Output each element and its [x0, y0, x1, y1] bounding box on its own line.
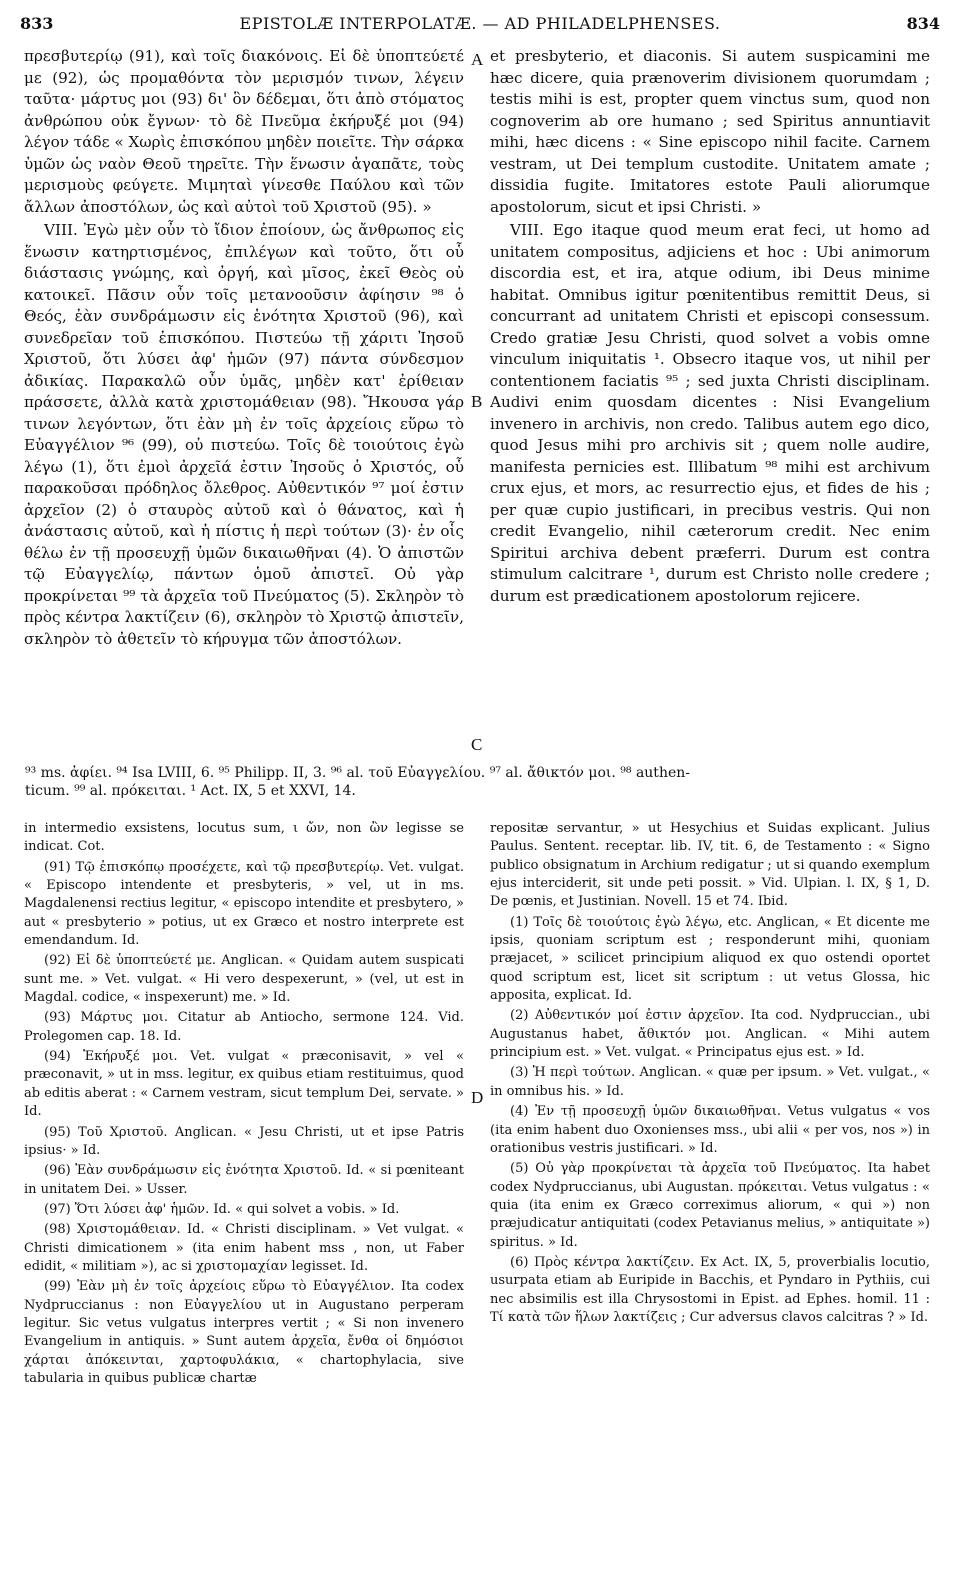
note: (6) Πρὸς κέντρα λακτίζειν. Ex Act. IX, 5, proverbialis locutio, usurpata etiam ab Euripide in Bacchis, et Pyndaro in Pythiis, cui nec absimilis est illa Chrysostomi in Epist. ad Ephes. homil. 11 : Τί κατὰ τῶν ἥλων λακτίζεις ; Cur adversus clavos calcitras ? » Id.: [490, 1254, 930, 1325]
footnote-references: [25, 764, 934, 800]
margin-letter-a: A: [471, 50, 484, 69]
greek-text-column: [24, 46, 464, 746]
latin-paragraph: VIII. Ego itaque quod meum erat feci, ut homo ad unitatem compositus, adjiciens et hoc : Ubi animorum discordia est, et ira, atque odium, ibi Deus minime habitat. Omnibus igitur pœnitentibus remittit Deus, si concurrant ad unitatem Christi et episcopi consessum. Credo gratiæ Jesu Christi, quod solvet a vobis omne vinculum iniquitatis ¹. Obsecro itaque vos, ut nihil per contentionem faciatis ⁹⁵ ; sed juxta Christi disciplinam. Audivi enim quosdam dicentes : Nisi Evangelium invenero in archivis, non credo. Talibus autem ego dico, quod Jesus mihi pro archivis sit ; quem nolle audire, manifesta pernicies est. Illibatum ⁹⁸ mihi est archivum crux ejus, et mors, ac resurrectio ejus, et fides de his ; per quæ cupio justificari, in precibus vestris. Qui non credit Evangelio, nihil cæterorum credit. Nec enim Spiritui archiva debent præferri. Durum est contra stimulum calcitrare ¹, durum est Christo nolle credere ; durum est prædicationem apostolorum rejicere.: [490, 221, 930, 605]
note: (93) Μάρτυς μοι. Citatur ab Antiocho, sermone 124. Vid. Prolegomen cap. 18. Id.: [24, 1010, 464, 1044]
note: (96) Ἐὰν συνδράμωσιν εἰς ἑνότητα Χριστοῦ. Id. « si pœniteant in unitatem Dei. » Usser.: [24, 1163, 464, 1197]
note: repositæ servantur, » ut Hesychius et Suidas explicant. Julius Paulus. Sentent. receptar. lib. IV, tit. 6, de Testamento : « Signo publico obsignatum in Archium redigatur ; ut si quando exemplum ejus interciderit, sit unde peti possit. » Vid. Ulpian. l. IX, § 1, D. De pœnis, et Justinian. Novell. 15 et 74. Ibid.: [490, 821, 930, 910]
margin-letter-c: C: [471, 735, 483, 754]
note: (95) Τοῦ Χριστοῦ. Anglican. « Jesu Christi, ut et ipse Patris ipsius· » Id.: [24, 1124, 464, 1158]
latin-paragraph: et presbyterio, et diaconis. Si autem suspicamini me hæc dicere, quia prænoverim divisionem quorumdam ; testis mihi is est, propter quem vinctus sum, quod non cognoverim ab ore humano ; sed Spiritus annuntiavit mihi, hæc dicens : « Sine episcopo nihil facite. Carnem vestram, ut Dei templum custodite. Unitatem amate ; dissidia fugite. Imitatores estote Pauli aliorumque apostolorum, sicut et ipsi Christi. »: [490, 47, 930, 216]
note: (99) Ἐὰν μὴ ἐν τοῖς ἀρχείοις εὕρω τὸ Εὐαγγέλιον. Ita codex Nydpruccianus : non Εὐαγγελίου ut in Augustano perperam legitur. Sic vetus vulgatus interpres vertit ; « Si non invenero Evangelium in antiquis. » Sunt autem ἀρχεῖα, ἔνθα οἱ δημόσιοι χάρται ἀπόκεινται, χαρτοφυλάκια, « chartophylacia, sive tabularia in quibus publicæ chartæ: [24, 1279, 464, 1386]
note: (97) Ὅτι λύσει ἀφ' ἡμῶν. Id. « qui solvet a vobis. » Id.: [44, 1201, 400, 1217]
notes-right-column: [490, 820, 930, 1580]
running-header: [20, 14, 940, 38]
note: (2) Αὐθεντικόν μοί ἐστιν ἀρχεῖον. Ita cod. Nydpruccian., ubi Augustanus habet, ἄθικτόν μοι. Anglican. « Mihi autem principium est. » Vet. vulgat. « Principatus ejus est. » Id.: [490, 1008, 930, 1061]
note: (91) Τῷ ἐπισκόπῳ προσέχετε, καὶ τῷ πρεσβυτερίῳ. Vet. vulgat. « Episcopo intendente et presbyteris, » vel, ut in ms. Magdalenensi rectius legitur, « episcopo intendite et presbytero, » aut « presbyterio » potius, ut ex Græco et nostro interprete est emendandum. Id.: [24, 859, 464, 949]
note: (3) Ἡ περὶ τούτων. Anglican. « quæ per ipsum. » Vet. vulgat., « in omnibus his. » Id.: [490, 1065, 930, 1099]
note: (92) Εἰ δὲ ὑποπτεύετέ με. Anglican. « Quidam autem suspicati sunt me. » Vet. vulgat. « Hi vero despexerunt, » (vel, ut est in Magdal. codice, « inspexerunt) me. » Id.: [24, 953, 464, 1006]
note: (4) Ἐν τῇ προσευχῇ ὑμῶν δικαιωθῆναι. Vetus vulgatus « vos (ita enim habent duo Oxonienses mss., ubi alii « per vos, nos ») in orationibus vestris justificari. » Id.: [490, 1104, 930, 1156]
footnote-line: ticum. ⁹⁹ al. πρόκειται. ¹ Act. IX, 5 et XXVI, 14.: [25, 783, 356, 799]
page-number-left: 833: [20, 14, 54, 33]
latin-text-column: [490, 46, 930, 746]
margin-letter-d: D: [471, 1088, 484, 1107]
footnote-line: ⁹³ ms. ἀφίει. ⁹⁴ Isa LVIII, 6. ⁹⁵ Philipp. II, 3. ⁹⁶ al. τοῦ Εὐαγγελίου. ⁹⁷ al. ἄθικτόν μοι. ⁹⁸ authen-: [25, 765, 690, 781]
running-title: EPISTOLÆ INTERPOLATÆ. — AD PHILADELPHENSES.: [239, 14, 721, 33]
note: (98) Χριστομάθειαν. Id. « Christi disciplinam. » Vet vulgat. « Christi dimicationem » (ita enim habent mss , non, ut Faber edidit, « militiam »), ac si χριστομαχίαν legisset. Id.: [24, 1222, 464, 1274]
note: (94) Ἐκήρυξέ μοι. Vet. vulgat « præconisavit, » vel « præconavit, » ut in mss. legitur, ex quibus etiam restituimus, quod ab editis aberat : « Carnem vestram, sicut templum Dei, servate. » Id.: [24, 1049, 464, 1120]
page-number-right: 834: [906, 14, 940, 33]
notes-left-column: [24, 820, 464, 1580]
greek-paragraph: πρεσβυτερίῳ (91), καὶ τοῖς διακόνοις. Εἰ δὲ ὑποπτεύετέ με (92), ὡς προμαθόντα τὸν μερισμόν τινων, λέγειν ταῦτα· μάρτυς μοι (93) δι' ὃν δέδεμαι, ὅτι ἀπὸ στόματος ἀνθρώπου οὐκ ἔγνων· τὸ δὲ Πνεῦμα ἐκήρυξέ μοι (94) λέγον τάδε « Χωρὶς ἐπισκόπου μηδὲν ποιεῖτε. Τὴν σάρκα ὑμῶν ὡς ναὸν Θεοῦ τηρεῖτε. Τὴν ἕνωσιν ἀγαπᾶτε, τοὺς μερισμοὺς φεύγετε. Μιμηταὶ γίνεσθε Παύλου καὶ τῶν ἄλλων ἀποστόλων, ὡς καὶ αὐτοὶ τοῦ Χριστοῦ (95). »: [24, 47, 464, 216]
greek-paragraph: VIII. Ἐγὼ μὲν οὖν τὸ ἴδιον ἐποίουν, ὡς ἄνθρωπος εἰς ἕνωσιν κατηρτισμένος, ἐπιλέγων καὶ τοῦτο, ὅτι οὗ διάστασις γνώμης, καὶ ὀργή, καὶ μῖσος, ἐκεῖ Θεὸς οὐ κατοικεῖ. Πᾶσιν οὖν τοῖς μετανοοῦσιν ἀφίησιν ⁹⁸ ὁ Θεός, ἐὰν συνδράμωσιν εἰς ἑνότητα Χριστοῦ (96), καὶ συνεδρεῖαν τοῦ ἐπισκόπου. Πιστεύω τῇ χάριτι Ἰησοῦ Χριστοῦ, ὅτι λύσει ἀφ' ἡμῶν (97) πάντα σύνδεσμον ἀδικίας. Παρακαλῶ οὖν ὑμᾶς, μηδὲν κατ' ἐρίθειαν πράσσετε, ἀλλὰ κατὰ χριστομάθειαν (98). Ἤκουσα γάρ τινων λεγόντων, ὅτι ἐὰν μὴ ἐν τοῖς ἀρχείοις εὕρω τὸ Εὐαγγέλιον ⁹⁶ (99), οὐ πιστεύω. Τοῖς δὲ τοιούτοις ἐγὼ λέγω (1), ὅτι ἐμοὶ ἀρχεῖά ἐστιν Ἰησοῦς ὁ Χριστός, οὗ παρακοῦσαι πρόδηλος ὄλεθρος. Αὐθεντικόν ⁹⁷ μοί ἐστιν ἀρχεῖον (2) ὁ σταυρὸς αὐτοῦ καὶ ὁ θάνατος, καὶ ἡ ἀνάστασις αὐτοῦ, καὶ ἡ πίστις ἡ περὶ τούτων (3)· ἐν οἷς θέλω ἐν τῇ προσευχῇ ὑμῶν δικαιωθῆναι (4). Ὁ ἀπιστῶν τῷ Εὐαγγελίῳ, πάντων ὁμοῦ ἀπιστεῖ. Οὐ γὰρ προκρίνεται ⁹⁹ τὰ ἀρχεῖα τοῦ Πνεύματος (5). Σκληρὸν τὸ πρὸς κέντρα λακτίζειν (6), σκληρὸν τὸ Χριστῷ ἀπιστεῖν, σκληρὸν τὸ ἀθετεῖν τὸ κήρυγμα τῶν ἀποστόλων.: [24, 221, 464, 648]
margin-letter-b: B: [471, 392, 483, 411]
note: in intermedio exsistens, locutus sum, ι ὤν, non ὢν legisse se indicat. Cot.: [24, 821, 464, 855]
note: (1) Τοῖς δὲ τοιούτοις ἐγὼ λέγω, etc. Anglican, « Et dicente me ipsis, quoniam scriptum est ; responderunt mihi, quoniam præjacet, » scilicet principium aliquod ex quo ostendi oportet quod scriptum est, licet sit scriptum : ut vetus Glossa, hic apposita, explicat. Id.: [490, 914, 930, 1004]
note: (5) Οὐ γὰρ προκρίνεται τὰ ἀρχεῖα τοῦ Πνεύματος. Ita habet codex Nydpruccianus, ubi Augustan. πρόκειται. Vetus vulgatus : « quia (ita enim ex Græco correximus aliorum, « qui ») non præjudicatur antiquitati (codex Petavianus melius, » antiquitate ») spiritus. » Id.: [490, 1161, 930, 1250]
